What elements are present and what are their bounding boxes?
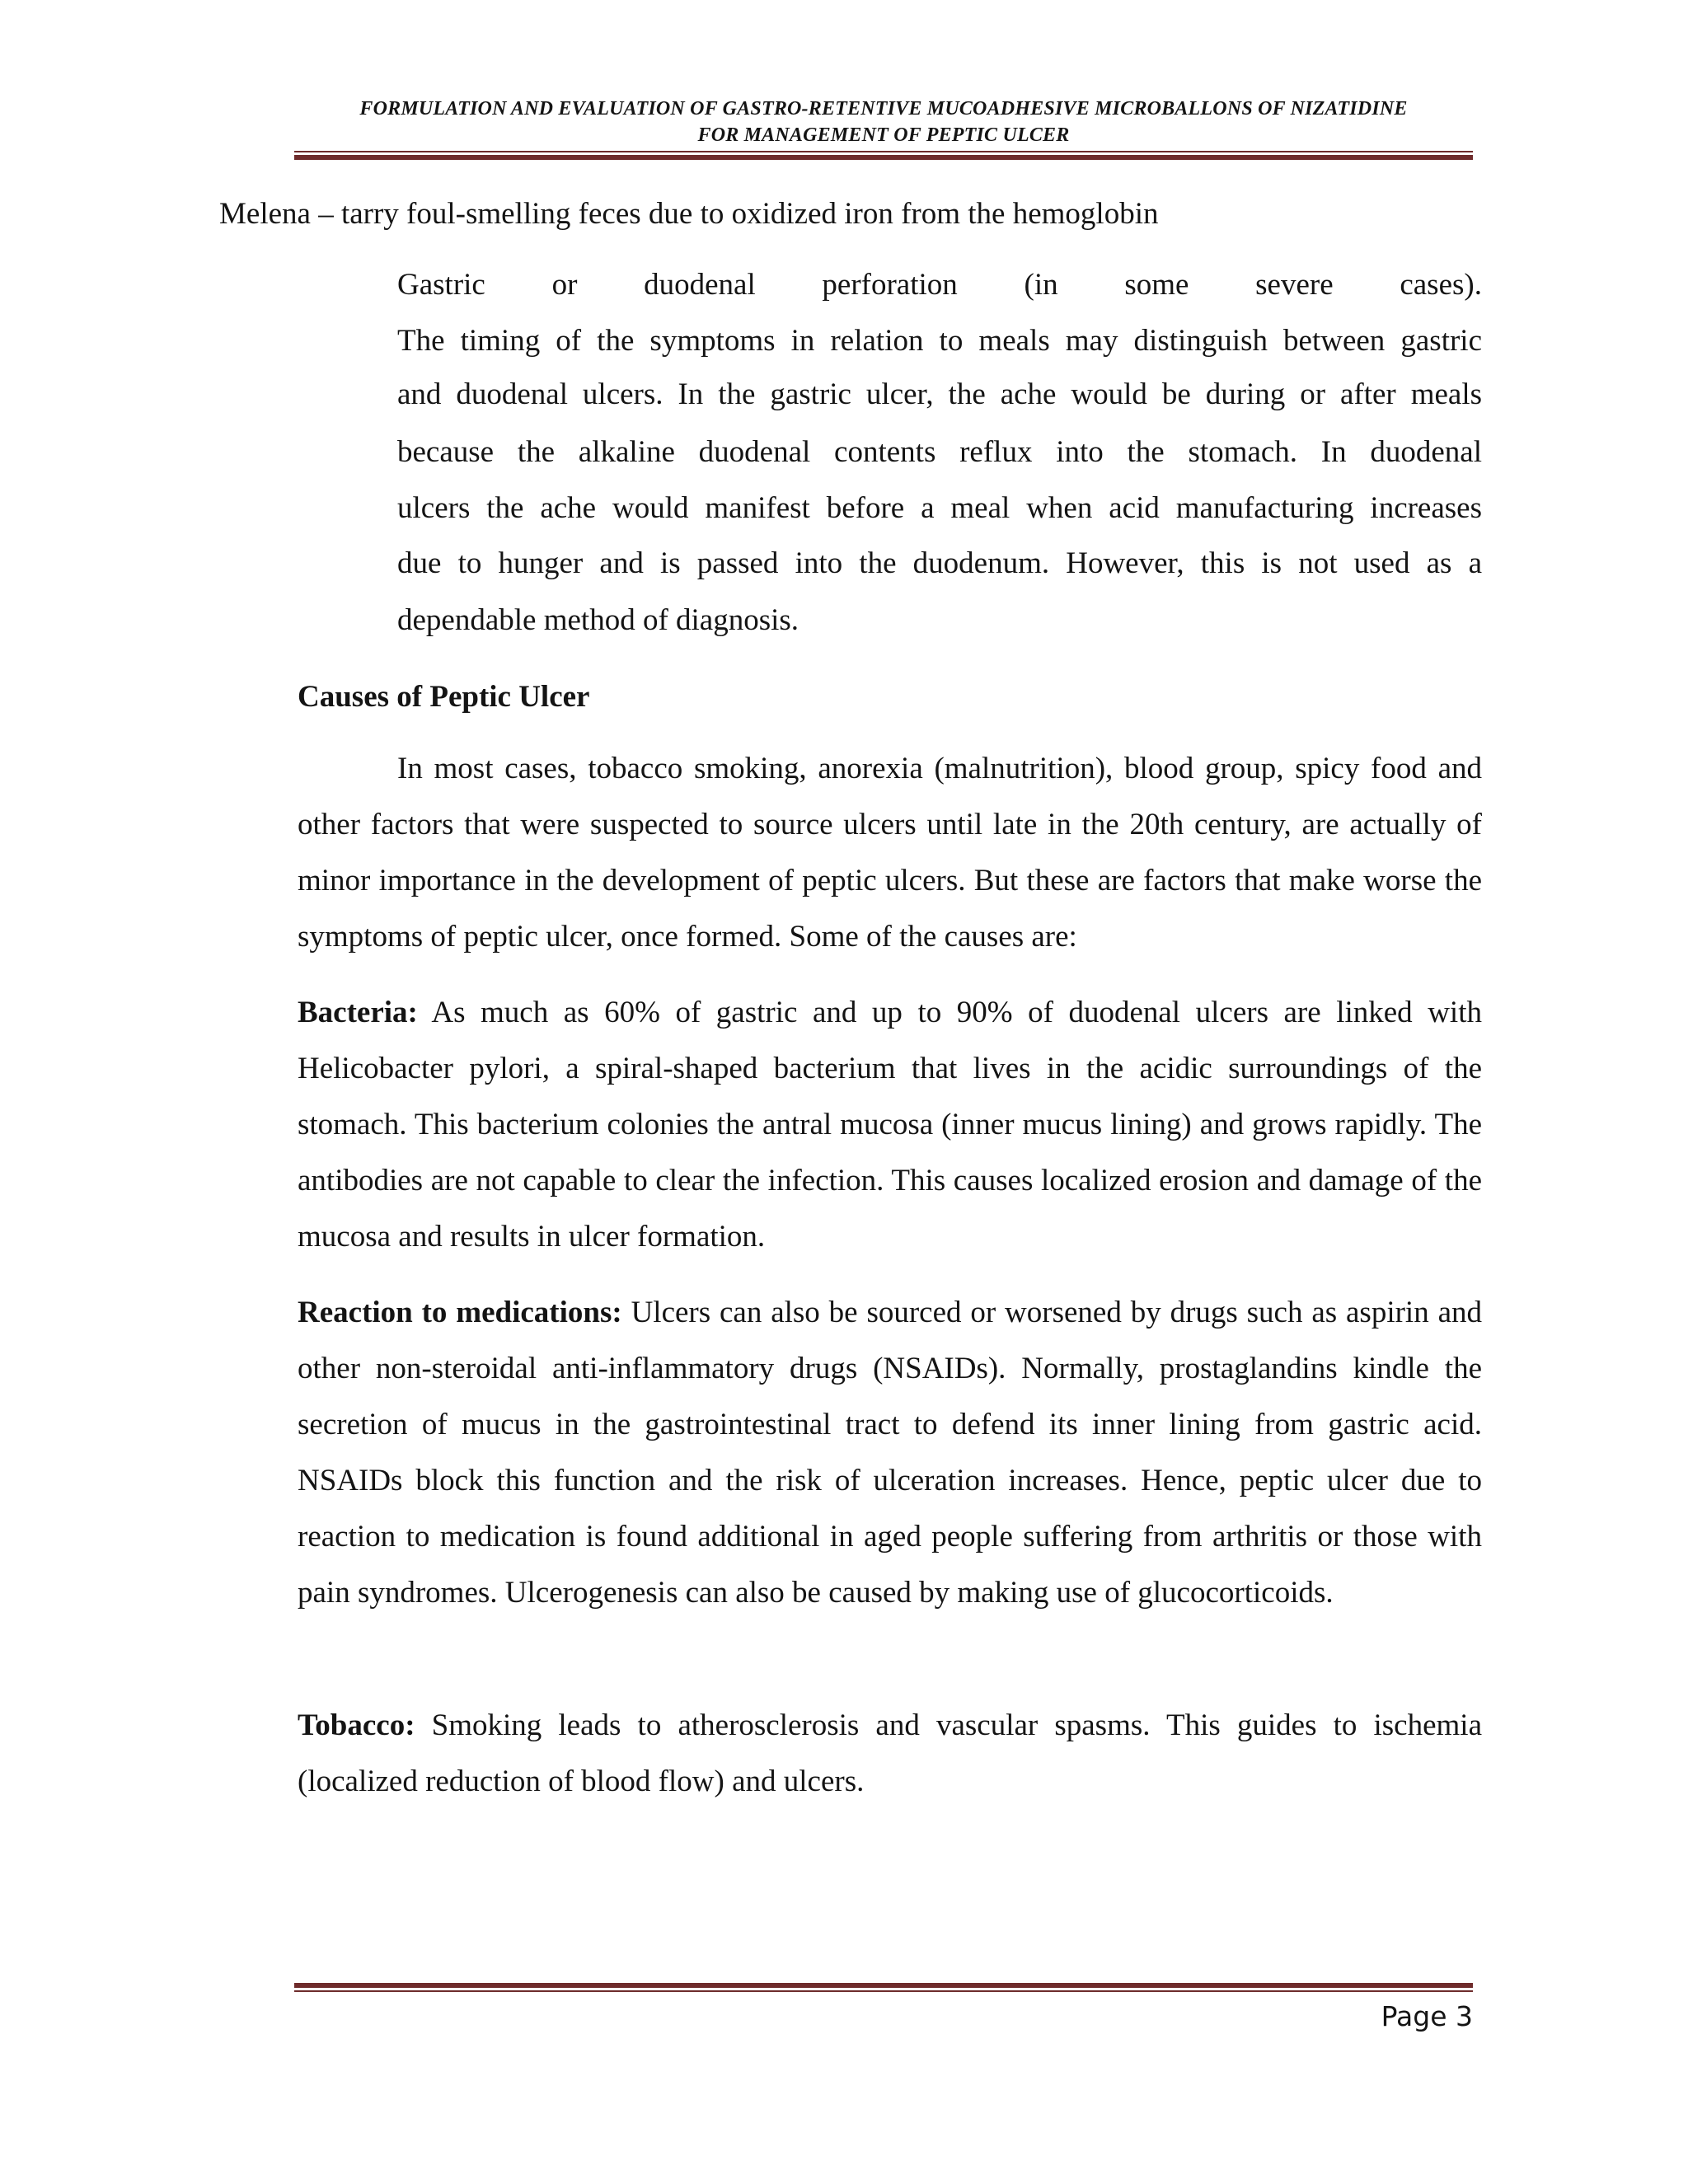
perforation-word: cases). xyxy=(1400,268,1482,302)
running-header-line-2: FOR MANAGEMENT OF PEPTIC ULCER xyxy=(697,124,1070,146)
header-rule-thin xyxy=(294,151,1473,152)
perforation-word: duodenal xyxy=(644,268,756,302)
bacteria-label: Bacteria: xyxy=(298,996,418,1029)
perforation-item xyxy=(397,265,1482,305)
perforation-word: or xyxy=(551,268,578,302)
causes-intro-paragraph: In most cases, tobacco smoking, anorexia (malnutrition), blood group, spicy food and other factors that were suspected to source ulcers until late in the 20th century, are actually of minor importance in the development of peptic ulcers. But these are factors that make worse the symptoms of peptic ulcer, once formed. Some of the causes are: xyxy=(298,752,1482,954)
timing-line: and duodenal ulcers. In the gastric ulcer, the ache would be during or after meals xyxy=(397,377,1482,411)
section-heading: Causes of Peptic Ulcer xyxy=(298,680,590,714)
page-number: Page 3 xyxy=(1381,2000,1473,2032)
melena-item: Melena – tarry foul-smelling feces due to oxidized iron from the hemoglobin xyxy=(219,197,1159,231)
medications-text: Ulcers can also be sourced or worsened by drugs such as aspirin and other non-steroidal anti-inflammatory drugs (NSAIDs). Normally, prostaglandins kindle the secretion of mucus in the gastrointestinal tract to defend its inner lining from gastric acid. NSAIDs block this function and the risk of ulceration increases. Hence, peptic ulcer due to reaction to medication is found additional in aged people suffering from arthritis or those with pain syndromes. Ulcerogenesis can also be caused by making use of glucocorticoids. xyxy=(298,1296,1482,1610)
header-rule-thick xyxy=(294,155,1473,160)
footer-rule-thin xyxy=(294,1990,1473,1992)
timing-line: due to hunger and is passed into the duodenum. However, this is not used as a xyxy=(397,546,1482,580)
timing-line: dependable method of diagnosis. xyxy=(397,603,799,637)
medications-paragraph xyxy=(298,1285,1482,1621)
perforation-word: (in xyxy=(1024,268,1058,302)
perforation-word: some xyxy=(1124,268,1189,302)
running-header-line-1: FORMULATION AND EVALUATION OF GASTRO-RETENTIVE MUCOADHESIVE MICROBALLONS OF NIZATIDINE xyxy=(359,98,1408,120)
tobacco-paragraph xyxy=(298,1698,1482,1810)
medications-label: Reaction to medications: xyxy=(298,1296,622,1329)
bacteria-paragraph xyxy=(298,985,1482,1265)
tobacco-text: Smoking leads to atherosclerosis and vascular spasms. This guides to ischemia (localized reduction of blood flow) and ulcers. xyxy=(298,1708,1482,1798)
perforation-word: severe xyxy=(1255,268,1334,302)
timing-line: because the alkaline duodenal contents reflux into the stomach. In duodenal xyxy=(397,435,1482,469)
running-header xyxy=(294,96,1473,148)
perforation-word: perforation xyxy=(822,268,958,302)
bacteria-text: As much as 60% of gastric and up to 90% of duodenal ulcers are linked with Helicobacter pylori, a spiral-shaped bacterium that lives in the acidic surroundings of the stomach. This bacterium colonies the antral mucosa (inner mucus lining) and grows rapidly. The antibodies are not capable to clear the infection. This causes localized erosion and damage of the mucosa and results in ulcer formation. xyxy=(298,996,1482,1254)
timing-line: ulcers the ache would manifest before a meal when acid manufacturing increases xyxy=(397,491,1482,525)
timing-line: The timing of the symptoms in relation to meals may distinguish between gastric xyxy=(397,324,1482,358)
footer-rule-thick xyxy=(294,1983,1473,1988)
perforation-word: Gastric xyxy=(397,268,485,302)
tobacco-label: Tobacco: xyxy=(298,1708,415,1742)
